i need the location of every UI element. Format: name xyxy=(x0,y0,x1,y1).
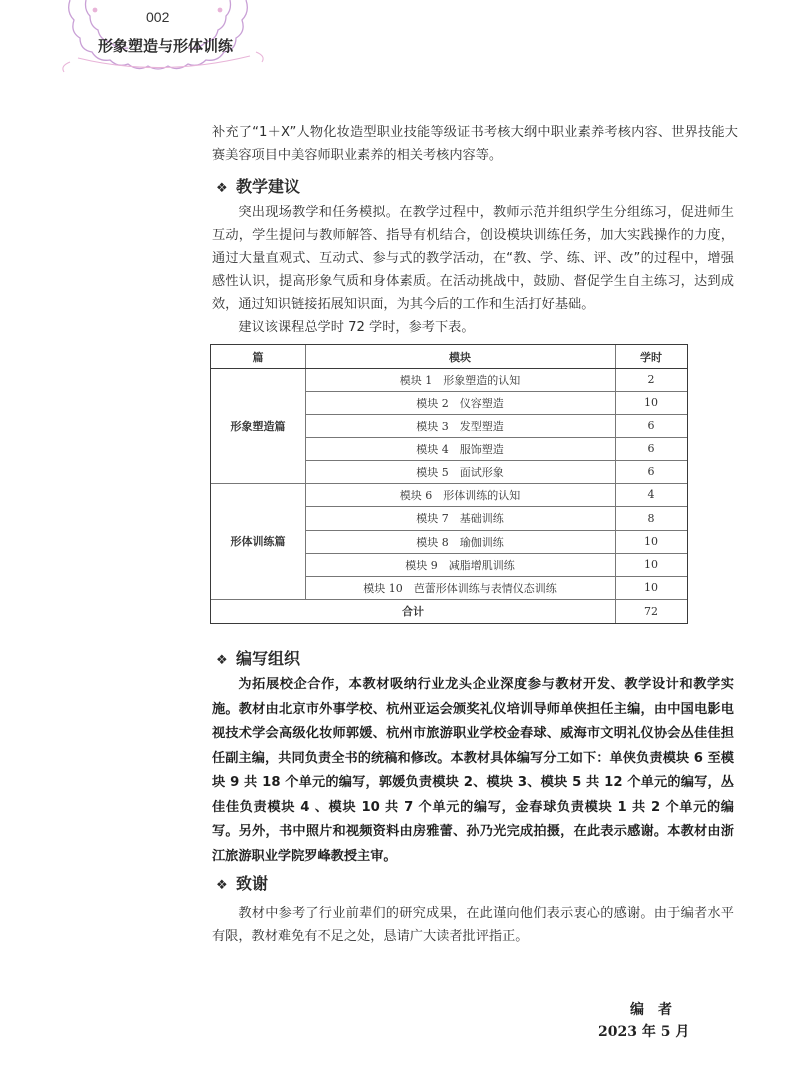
table-part-label: 形体训练篇 xyxy=(230,535,286,548)
table-row-hours: 10 xyxy=(644,535,658,548)
table-row-hours: 8 xyxy=(647,511,655,525)
table-row-hours: 10 xyxy=(644,581,658,594)
table-total-hours: 72 xyxy=(644,604,658,618)
section-heading-thanks xyxy=(216,871,268,895)
table-row-module: 模块 5 面试形象 xyxy=(416,465,504,479)
section-heading-text: 教学建议 xyxy=(236,177,301,196)
section-heading-compilation xyxy=(216,646,300,670)
diamond-bullet-icon: ❖ xyxy=(216,181,228,196)
teaching-paragraph: 突出现场教学和任务模拟。在教学过程中，教师示范并组织学生分组练习，促进师生互动，学生提问与教师解答、指导有机结合，创设模块训练任务，加大实践操作的力度，通过大量直观式、互动式、参与式的教学活动，在“教、学、练、评、改”的过程中，增强感性认识，提高形象气质和身体素质。在活动挑战中，鼓励、督促学生自主练习，达到成效，通过知识链接拓展知识面，为其今后的工作和生活打好基础。 xyxy=(212,205,734,312)
book-title: 形象塑造与形体训练 xyxy=(98,37,234,55)
table-row-module: 模块 9 减脂增肌训练 xyxy=(405,558,515,572)
page-number: 002 xyxy=(146,9,170,25)
table-row-hours: 4 xyxy=(647,488,655,501)
table-row-hours: 6 xyxy=(647,419,655,432)
table-row-hours: 10 xyxy=(644,558,658,571)
table-total-label: 合计 xyxy=(402,605,424,618)
signature-date: 2023 年 5 月 xyxy=(598,1024,690,1040)
table-header-hours: 学时 xyxy=(640,350,662,364)
table-row-module: 模块 1 形象塑造的认知 xyxy=(399,373,521,387)
table-row-module: 模块 8 瑜伽训练 xyxy=(416,535,504,549)
intro-paragraph: 补充了“1＋X”人物化妆造型职业技能等级证书考核大纲中职业素养考核内容、世界技能大赛美容项目中美容师职业素养的相关考核内容等。 xyxy=(212,125,738,163)
compilation-paragraph: 为拓展校企合作，本教材吸纳行业龙头企业深度参与教材开发、教学设计和教学实施。教材由北京市外事学校、杭州亚运会颁奖礼仪培训导师单侠担任主编，由中国电影电视技术学会高级化妆师郭媛、杭州市旅游职业学校金春球、威海市文明礼仪协会丛佳佳担任副主编，共同负责全书的统稿和修改。本教材具体编写分工如下：单侠负责模块 6 至模块 9 共 18 个单元的编写，郭媛负责模块 2、模块 3、模块 5 共 12 个单元的编写，丛佳佳负责模块 4 、模块 10 共 7 个单元的编写，金春球负责模块 1 共 2 个单元的编写。另外，书中照片和视频资料由房雅蕾、孙乃光完成拍摄，在此表示感谢。本教材由浙江旅游职业学院罗峰教授主审。 xyxy=(212,677,734,864)
table-row-hours: 2 xyxy=(647,373,655,386)
table-row-module: 模块 7 基础训练 xyxy=(416,512,504,525)
diamond-bullet-icon: ❖ xyxy=(216,653,228,668)
section-heading-teaching xyxy=(216,174,300,198)
course-hours-note: 建议该课程总学时 72 学时，参考下表。 xyxy=(238,320,475,335)
table-row-module: 模块 6 形体训练的认知 xyxy=(399,488,521,502)
table-row-module: 模块 3 发型塑造 xyxy=(416,419,504,433)
section-heading-text: 致谢 xyxy=(236,874,269,893)
table-row-module: 模块 2 仪容塑造 xyxy=(416,396,504,410)
table-part-label: 形象塑造篇 xyxy=(230,419,286,433)
table-row-hours: 6 xyxy=(647,465,655,478)
table-row-module: 模块 4 服饰塑造 xyxy=(416,442,504,456)
table-row-hours: 10 xyxy=(644,396,658,409)
diamond-bullet-icon: ❖ xyxy=(216,878,228,893)
table-header-module: 模块 xyxy=(449,350,471,364)
signature-author: 编 者 xyxy=(630,1002,672,1018)
table-header-part: 篇 xyxy=(252,350,264,364)
section-heading-text: 编写组织 xyxy=(236,649,301,668)
table-row-hours: 6 xyxy=(647,442,655,455)
table-row-module: 模块 10 芭蕾形体训练与表情仪态训练 xyxy=(363,581,557,595)
course-hours-table xyxy=(210,344,688,624)
thanks-paragraph: 教材中参考了行业前辈们的研究成果，在此谨向他们表示衷心的感谢。由于编者水平有限，教材难免有不足之处，恳请广大读者批评指正。 xyxy=(212,906,734,944)
